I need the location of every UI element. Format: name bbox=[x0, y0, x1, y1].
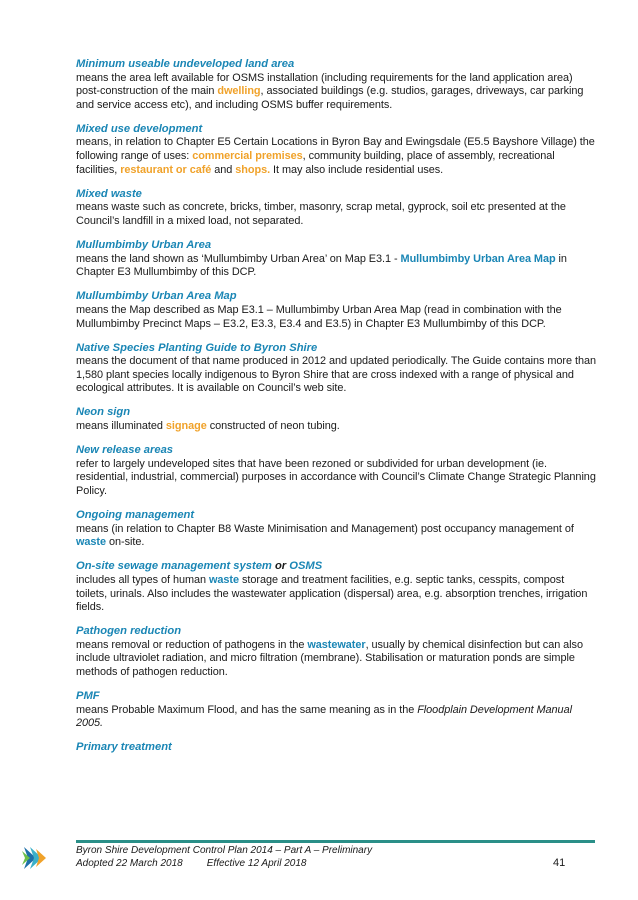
glossary-term bbox=[76, 290, 596, 304]
glossary-term bbox=[76, 444, 596, 458]
term-text: On-site sewage management system bbox=[76, 560, 272, 573]
term-text: Ongoing management bbox=[76, 509, 195, 522]
glossary-entry bbox=[76, 690, 596, 731]
glossary-entry bbox=[76, 342, 596, 396]
term-text: Primary treatment bbox=[76, 741, 172, 754]
glossary-definition bbox=[76, 201, 596, 228]
definition-text: means illuminated bbox=[76, 420, 166, 433]
footer-rule bbox=[76, 840, 595, 843]
glossary-term bbox=[76, 560, 596, 574]
term-text: Mixed use development bbox=[76, 122, 203, 135]
glossary-definition bbox=[76, 420, 596, 434]
term-text: New release areas bbox=[76, 444, 174, 457]
glossary-term bbox=[76, 741, 596, 755]
definition-text: means the area left available for OSMS installation (including requirements for the land application area) post-construction of the main bbox=[76, 71, 573, 98]
glossary-term bbox=[76, 123, 596, 137]
definition-link[interactable]: restaurant or café bbox=[120, 163, 212, 176]
definition-text: storage and treatment facilities, e.g. septic tanks, cesspits, compost toilets, urinals. Also includes the wastewater application (dispersal) area, e.g. absorption trenches, irrigation fields. bbox=[76, 573, 588, 614]
definition-link[interactable]: shops. bbox=[235, 163, 271, 176]
footer-adopted: Adopted 22 March 2018 bbox=[76, 858, 183, 870]
definition-link[interactable]: Mullumbimby Urban Area Map bbox=[400, 252, 556, 265]
definition-link[interactable]: waste bbox=[76, 536, 107, 549]
glossary-entry bbox=[76, 406, 596, 433]
term-text: Native Species Planting Guide to Byron Shire bbox=[76, 341, 318, 354]
definition-citation: Floodplain Development Manual 2005. bbox=[76, 703, 572, 730]
definition-text: and bbox=[211, 163, 236, 176]
definition-text: , usually by chemical disinfection but can also include ultraviolet radiation, and micro filtration (membrane). Stabilisation or maturation ponds are simple methods of pathogen reduction. bbox=[76, 638, 583, 678]
definition-text: means the Map described as Map E3.1 – Mullumbimby Urban Area Map (read in combination with the Mullumbimby Precinct Maps – E3.2, E3.3, E3.4 and E3.5) in Chapter E3 Mullumbimby of this DCP. bbox=[76, 303, 562, 330]
glossary-definition bbox=[76, 639, 596, 680]
glossary-entry bbox=[76, 58, 596, 112]
definition-link[interactable]: signage bbox=[165, 420, 207, 433]
definition-text: means, in relation to Chapter E5 Certain Locations in Byron Bay and Ewingsdale (E5.5 Bayshore Village) the following range of uses: bbox=[76, 136, 595, 163]
glossary-definition bbox=[76, 704, 596, 731]
glossary-definition bbox=[76, 136, 596, 177]
definition-text: on-site. bbox=[106, 536, 145, 549]
glossary-term bbox=[76, 406, 596, 420]
byron-shire-logo-icon bbox=[22, 843, 48, 873]
glossary-definition bbox=[76, 574, 596, 615]
glossary-term bbox=[76, 342, 596, 356]
glossary-term bbox=[76, 625, 596, 639]
glossary-content bbox=[76, 58, 596, 765]
glossary-entry bbox=[76, 560, 596, 614]
glossary-term bbox=[76, 58, 596, 72]
definition-text: , community building, place of assembly, recreational facilities, bbox=[76, 150, 555, 176]
term-text: Minimum useable undeveloped land area bbox=[76, 58, 295, 70]
definition-text: means waste such as concrete, bricks, timber, masonry, scrap metal, gyprock, soil etc presented at the Council’s landfill in a mixed load, not separated. bbox=[76, 201, 566, 227]
definition-text: means the land shown as ‘Mullumbimby Urban Area’ on Map E3.1 - bbox=[76, 252, 401, 265]
term-text: PMF bbox=[76, 690, 100, 703]
term-or: or bbox=[271, 560, 290, 573]
definition-text: means removal or reduction of pathogens in the bbox=[76, 638, 308, 651]
glossary-entry bbox=[76, 290, 596, 331]
definition-text: includes all types of human bbox=[76, 573, 209, 586]
definition-link[interactable]: waste bbox=[209, 573, 240, 586]
term-abbrev: OSMS bbox=[289, 560, 323, 573]
glossary-definition bbox=[76, 72, 596, 113]
glossary-entry bbox=[76, 625, 596, 679]
glossary-entry bbox=[76, 239, 596, 280]
definition-text: in Chapter E3 Mullumbimby of this DCP. bbox=[76, 252, 567, 279]
definition-text: means the document of that name produced in 2012 and updated periodically. The Guide contains more than 1,580 plant species locally indigenous to Byron Shire that are cross indexed with a range of physical and ecological attributes. It is available on Council’s web site. bbox=[76, 355, 596, 395]
glossary-definition bbox=[76, 253, 596, 280]
definition-text: , associated buildings (e.g. studios, garages, driveways, car parking and service access etc), and including OSMS buffer requirements. bbox=[76, 85, 584, 111]
definition-text: means Probable Maximum Flood, and has the same meaning as in the bbox=[76, 703, 418, 716]
definition-link[interactable]: commercial premises bbox=[192, 150, 303, 163]
glossary-definition bbox=[76, 523, 596, 550]
definition-link[interactable]: wastewater bbox=[307, 638, 366, 651]
glossary-definition bbox=[76, 304, 596, 331]
glossary-definition bbox=[76, 458, 596, 499]
footer-title: Byron Shire Development Control Plan 2014 – Part A – Preliminary bbox=[76, 845, 373, 856]
glossary-entry bbox=[76, 123, 596, 177]
page-number: 41 bbox=[553, 857, 566, 869]
glossary-term bbox=[76, 188, 596, 202]
glossary-entry bbox=[76, 509, 596, 550]
glossary-entry bbox=[76, 741, 596, 755]
term-text: Neon sign bbox=[76, 406, 131, 419]
glossary-definition bbox=[76, 355, 596, 396]
definition-text: refer to largely undeveloped sites that have been rezoned or subdivided for urban development (ie. residential, industrial, commercial) purposes in accordance with Council’s Climate Change Strategic Planning Policy. bbox=[76, 457, 596, 497]
glossary-term bbox=[76, 239, 596, 253]
footer-effective: Effective 12 April 2018 bbox=[206, 858, 307, 870]
definition-link[interactable]: dwelling bbox=[217, 85, 261, 98]
footer-text bbox=[76, 844, 372, 870]
term-text: Mullumbimby Urban Area bbox=[76, 239, 212, 252]
glossary-term bbox=[76, 690, 596, 704]
definition-text: constructed of neon tubing. bbox=[206, 420, 340, 433]
term-text: Mixed waste bbox=[76, 187, 142, 200]
glossary-entry bbox=[76, 188, 596, 229]
glossary-term bbox=[76, 509, 596, 523]
glossary-entry bbox=[76, 444, 596, 498]
term-text: Mullumbimby Urban Area Map bbox=[76, 290, 237, 303]
definition-text: means (in relation to Chapter B8 Waste Minimisation and Management) post occupancy management of bbox=[76, 522, 574, 535]
definition-text: It may also include residential uses. bbox=[270, 163, 444, 176]
term-text: Pathogen reduction bbox=[76, 625, 182, 638]
